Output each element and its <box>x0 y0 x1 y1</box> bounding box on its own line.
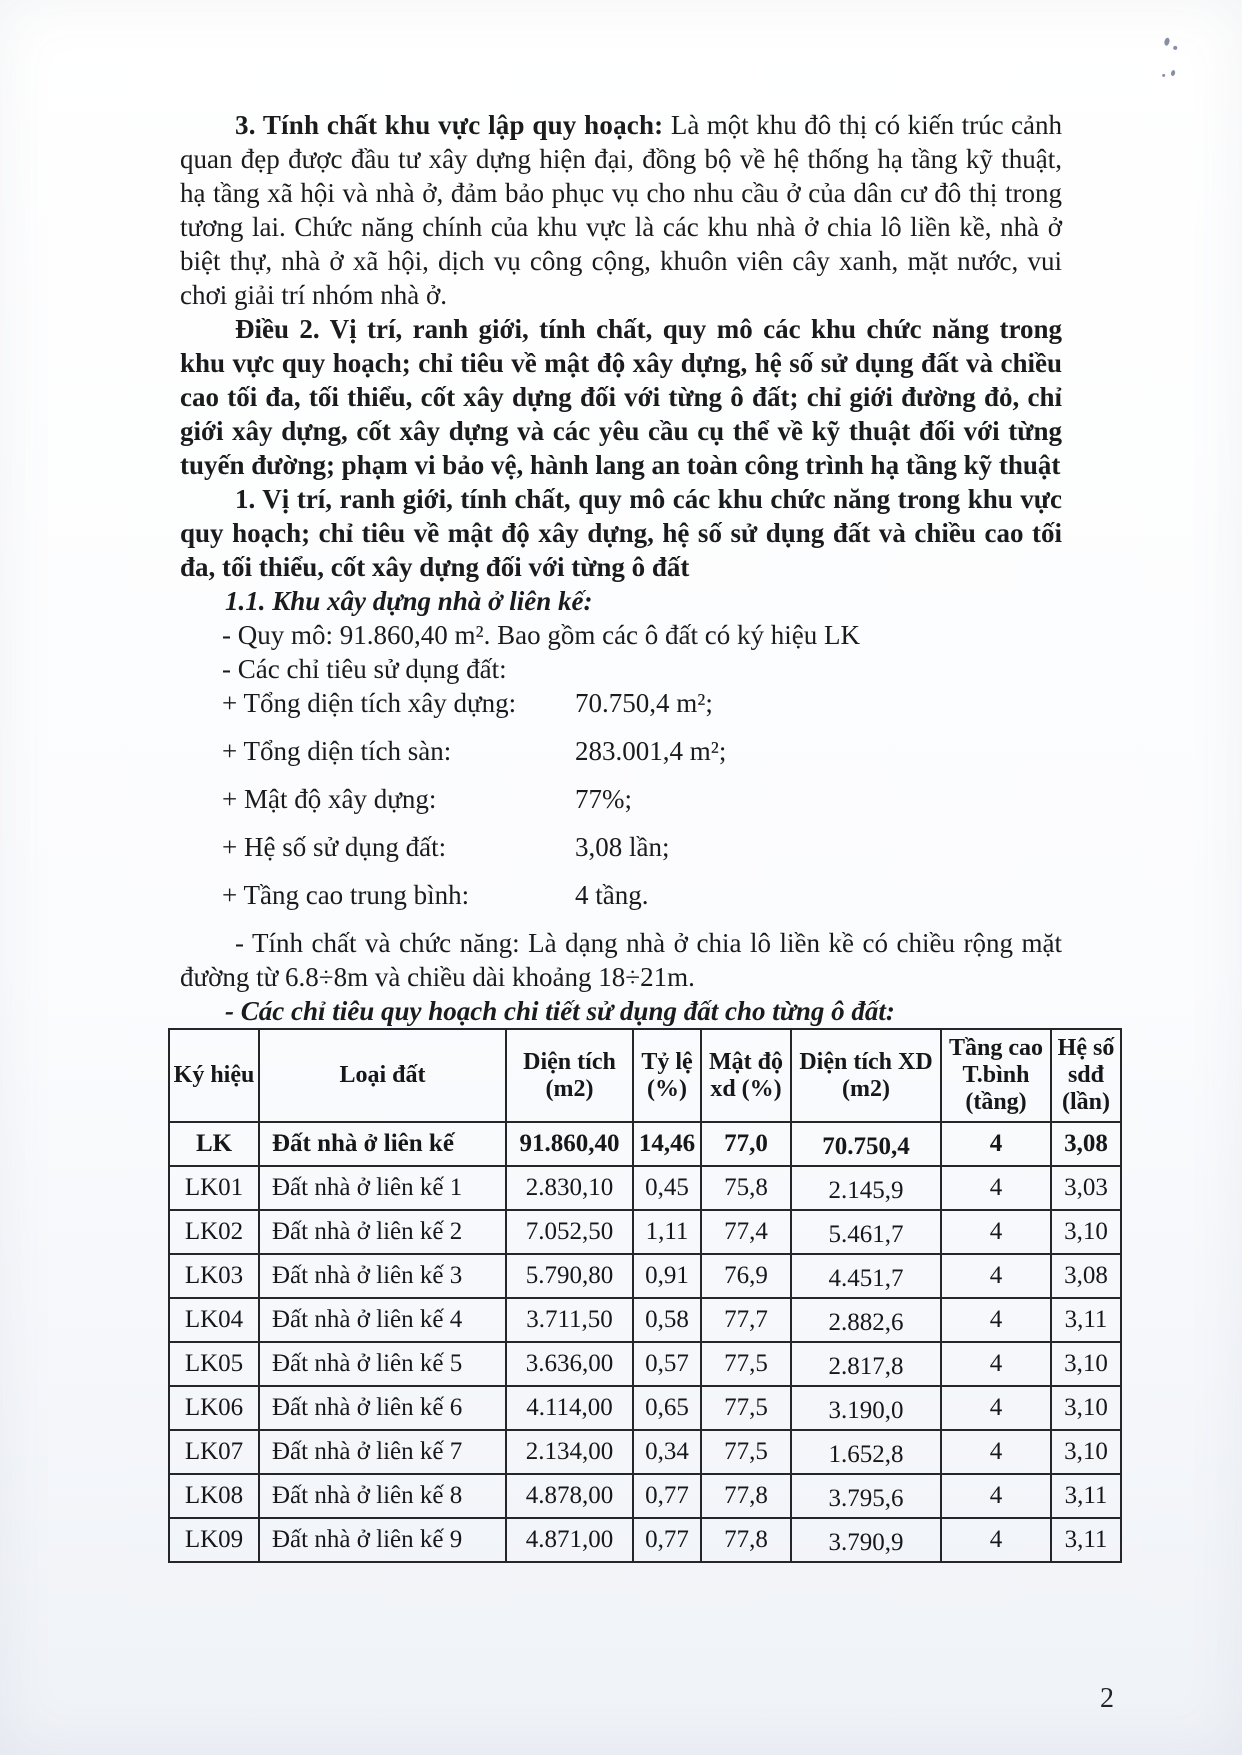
table-cell: 77,8 <box>701 1518 791 1562</box>
table-header-cell: Ký hiệu <box>169 1029 259 1122</box>
table-cell: 76,9 <box>701 1254 791 1298</box>
page-number: 2 <box>1100 1683 1114 1714</box>
section-3-paragraph <box>180 108 1062 312</box>
table-cell: 5.790,80 <box>506 1254 633 1298</box>
table-cell: 2.830,10 <box>506 1166 633 1210</box>
indicator-value: 4 tầng. <box>575 880 649 910</box>
table-header-cell: Loại đất <box>259 1029 506 1122</box>
table-cell: LK04 <box>169 1298 259 1342</box>
table-intro-line: - Các chỉ tiêu quy hoạch chi tiết sử dụng đất cho từng ô đất: <box>225 996 895 1026</box>
table-cell: 0,57 <box>633 1342 701 1386</box>
table-row <box>169 1298 1121 1342</box>
table-cell: Đất nhà ở liên kế <box>259 1122 506 1166</box>
table-header-cell: Tỷ lệ (%) <box>633 1029 701 1122</box>
table-cell: Đất nhà ở liên kế 7 <box>259 1430 506 1474</box>
table-cell: Đất nhà ở liên kế 2 <box>259 1210 506 1254</box>
indicator-label: + Tổng diện tích sàn: <box>222 736 452 766</box>
heading-1-1: 1.1. Khu xây dựng nhà ở liên kế: <box>225 586 593 616</box>
table-cell: 4.451,7 <box>791 1254 941 1298</box>
table-cell: 0,77 <box>633 1474 701 1518</box>
table-row <box>169 1254 1121 1298</box>
section-3-lead: 3. Tính chất khu vực lập quy hoạch: <box>235 110 664 140</box>
table-cell: 3,10 <box>1051 1210 1121 1254</box>
indicator-value: 283.001,4 m²; <box>575 736 727 766</box>
table-cell: 77,8 <box>701 1474 791 1518</box>
indicator-row <box>180 686 1062 720</box>
table-cell: 4.878,00 <box>506 1474 633 1518</box>
table-cell: 4 <box>941 1122 1051 1166</box>
table-header-cell: Diện tích XD (m2) <box>791 1029 941 1122</box>
table-cell: Đất nhà ở liên kế 6 <box>259 1386 506 1430</box>
table-cell: 77,5 <box>701 1430 791 1474</box>
table-cell: 3.190,0 <box>791 1386 941 1430</box>
table-cell: LK <box>169 1122 259 1166</box>
table-cell: Đất nhà ở liên kế 4 <box>259 1298 506 1342</box>
table-cell: 4 <box>941 1386 1051 1430</box>
indicator-row <box>180 782 1062 816</box>
table-cell: 3,08 <box>1051 1122 1121 1166</box>
table-cell: 4 <box>941 1430 1051 1474</box>
table-cell: 3,11 <box>1051 1298 1121 1342</box>
table-cell: 2.145,9 <box>791 1166 941 1210</box>
table-cell: 4 <box>941 1254 1051 1298</box>
table-cell: 1,11 <box>633 1210 701 1254</box>
chi-tieu-line: - Các chỉ tiêu sử dụng đất: <box>222 654 507 684</box>
table-row <box>169 1386 1121 1430</box>
table-cell: LK01 <box>169 1166 259 1210</box>
table-cell: Đất nhà ở liên kế 1 <box>259 1166 506 1210</box>
table-cell: LK05 <box>169 1342 259 1386</box>
table-cell: LK06 <box>169 1386 259 1430</box>
table-row <box>169 1518 1121 1562</box>
table-cell: 77,5 <box>701 1386 791 1430</box>
table-cell: 3,08 <box>1051 1254 1121 1298</box>
land-table-body <box>169 1122 1121 1562</box>
table-cell: 0,65 <box>633 1386 701 1430</box>
item-1-paragraph: 1. Vị trí, ranh giới, tính chất, quy mô các khu chức năng trong khu vực quy hoạch; chỉ tiêu về mật độ xây dựng, hệ số sử dụng đất và chiều cao tối đa, tối thiểu, cốt xây dựng đối với từng ô đất <box>180 484 1062 582</box>
dieu-2-heading-paragraph: Điều 2. Vị trí, ranh giới, tính chất, quy mô các khu chức năng trong khu vực quy hoạch; chỉ tiêu về mật độ xây dựng, hệ số sử dụng đất và chiều cao tối đa, tối thiểu, cốt xây dựng đối với từng ô đất; chỉ giới đường đỏ, chỉ giới xây dựng, cốt xây dựng và các yêu cầu cụ thể về kỹ thuật đối với từng tuyến đường; phạm vi bảo vệ, hành lang an toàn công trình hạ tầng kỹ thuật <box>180 314 1062 480</box>
table-cell: 3.795,6 <box>791 1474 941 1518</box>
tinh-chat-paragraph: - Tính chất và chức năng: Là dạng nhà ở chia lô liền kề có chiều rộng mặt đường từ 6.8÷8m và chiều dài khoảng 18÷21m. <box>180 928 1062 992</box>
land-use-indicators <box>180 686 1062 912</box>
table-cell: 0,45 <box>633 1166 701 1210</box>
table-cell: 77,4 <box>701 1210 791 1254</box>
table-header-cell: Hệ số sdđ (lần) <box>1051 1029 1121 1122</box>
table-cell: 2.882,6 <box>791 1298 941 1342</box>
table-cell: 3,11 <box>1051 1518 1121 1562</box>
table-cell: 2.134,00 <box>506 1430 633 1474</box>
table-cell: 3,10 <box>1051 1342 1121 1386</box>
table-cell: 3.790,9 <box>791 1518 941 1562</box>
table-cell: 4 <box>941 1518 1051 1562</box>
indicator-value: 70.750,4 m²; <box>575 688 713 718</box>
table-cell: 3,11 <box>1051 1474 1121 1518</box>
table-row <box>169 1166 1121 1210</box>
indicator-row <box>180 734 1062 768</box>
table-cell: 77,7 <box>701 1298 791 1342</box>
table-cell: 77,5 <box>701 1342 791 1386</box>
indicator-row <box>180 830 1062 864</box>
table-header-row <box>169 1029 1121 1122</box>
indicator-row <box>180 878 1062 912</box>
table-cell: LK07 <box>169 1430 259 1474</box>
table-cell: 3.711,50 <box>506 1298 633 1342</box>
table-cell: 0,91 <box>633 1254 701 1298</box>
table-header-cell: Diện tích (m2) <box>506 1029 633 1122</box>
table-cell: 75,8 <box>701 1166 791 1210</box>
table-cell: 2.817,8 <box>791 1342 941 1386</box>
quy-mo-line: - Quy mô: 91.860,40 m². Bao gồm các ô đất có ký hiệu LK <box>222 620 860 650</box>
table-cell: 14,46 <box>633 1122 701 1166</box>
table-row <box>169 1430 1121 1474</box>
table-row <box>169 1474 1121 1518</box>
indicator-label: + Tổng diện tích xây dựng: <box>222 688 517 718</box>
table-row <box>169 1210 1121 1254</box>
table-cell: 4 <box>941 1166 1051 1210</box>
table-cell: 5.461,7 <box>791 1210 941 1254</box>
table-cell: 77,0 <box>701 1122 791 1166</box>
table-cell: Đất nhà ở liên kế 8 <box>259 1474 506 1518</box>
table-row <box>169 1122 1121 1166</box>
indicator-value: 77%; <box>575 784 632 814</box>
table-header-cell: Mật độ xd (%) <box>701 1029 791 1122</box>
table-cell: 4 <box>941 1298 1051 1342</box>
table-cell: 4.871,00 <box>506 1518 633 1562</box>
table-cell: 91.860,40 <box>506 1122 633 1166</box>
indicator-label: + Mật độ xây dựng: <box>222 784 437 814</box>
table-cell: 0,58 <box>633 1298 701 1342</box>
table-cell: LK09 <box>169 1518 259 1562</box>
table-cell: 3,10 <box>1051 1386 1121 1430</box>
table-cell: Đất nhà ở liên kế 9 <box>259 1518 506 1562</box>
table-cell: 0,34 <box>633 1430 701 1474</box>
indicator-label: + Tầng cao trung bình: <box>222 880 470 910</box>
table-cell: 4.114,00 <box>506 1386 633 1430</box>
table-cell: 3,10 <box>1051 1430 1121 1474</box>
table-cell: LK08 <box>169 1474 259 1518</box>
table-cell: LK03 <box>169 1254 259 1298</box>
table-cell: 4 <box>941 1474 1051 1518</box>
table-cell: 7.052,50 <box>506 1210 633 1254</box>
table-cell: 4 <box>941 1210 1051 1254</box>
table-cell: 3,03 <box>1051 1166 1121 1210</box>
section-3-body: Là một khu đô thị có kiến trúc cảnh quan đẹp được đầu tư xây dựng hiện đại, đồng bộ về hệ thống hạ tầng kỹ thuật, hạ tầng xã hội và nhà ở, đảm bảo phục vụ cho nhu cầu ở của dân cư đô thị trong tương lai. Chức năng chính của khu vực là các khu nhà ở chia lô liền kề, nhà ở biệt thự, nhà ở xã hội, dịch vụ công cộng, khuôn viên cây xanh, mặt nước, vui chơi giải trí nhóm nhà ở. <box>180 110 1062 310</box>
table-cell: 1.652,8 <box>791 1430 941 1474</box>
table-cell: 70.750,4 <box>791 1122 941 1166</box>
table-cell: 4 <box>941 1342 1051 1386</box>
table-cell: 3.636,00 <box>506 1342 633 1386</box>
table-cell: Đất nhà ở liên kế 5 <box>259 1342 506 1386</box>
table-cell: Đất nhà ở liên kế 3 <box>259 1254 506 1298</box>
table-row <box>169 1342 1121 1386</box>
indicator-value: 3,08 lần; <box>575 832 670 862</box>
table-cell: 0,77 <box>633 1518 701 1562</box>
land-use-table <box>168 1028 1122 1563</box>
table-cell: LK02 <box>169 1210 259 1254</box>
table-header-cell: Tầng cao T.bình (tầng) <box>941 1029 1051 1122</box>
indicator-label: + Hệ số sử dụng đất: <box>222 832 447 862</box>
